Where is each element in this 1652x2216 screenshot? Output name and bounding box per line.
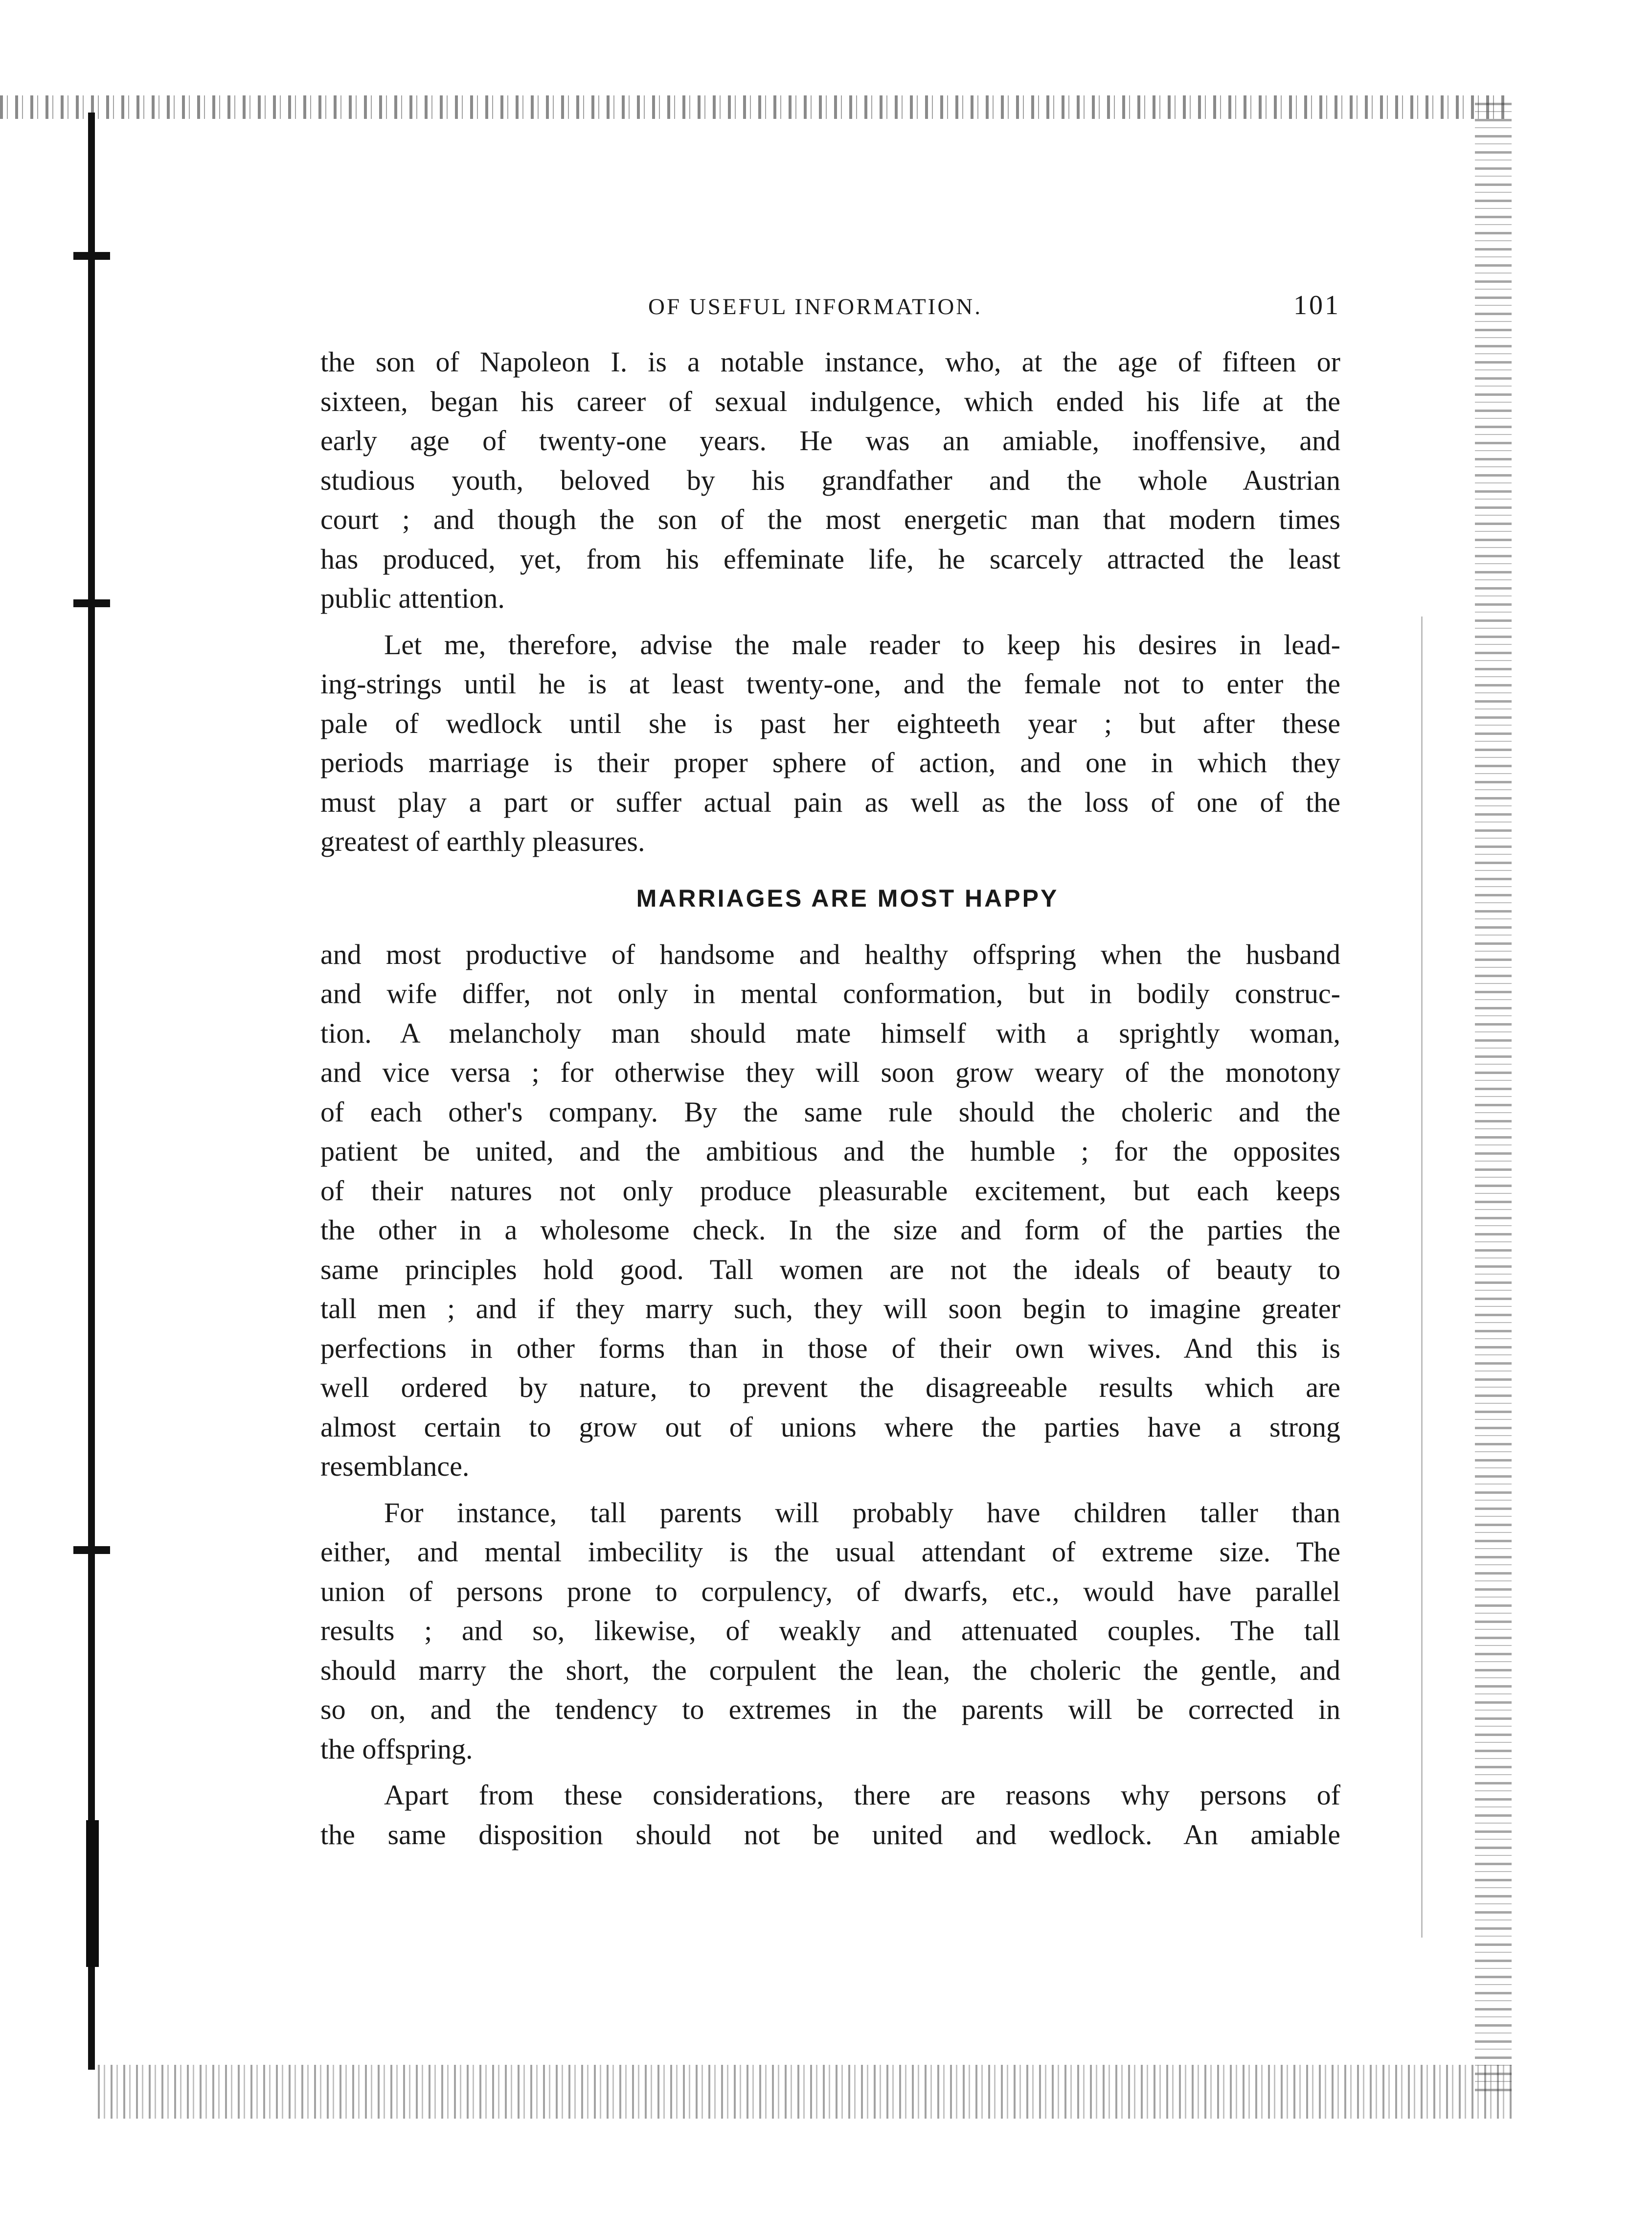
body-text <box>320 343 1340 1854</box>
text-line: periods marriage is their proper sphere of action, and one in which they <box>320 747 1340 778</box>
text-line: almost certain to grow out of unions where the parties have a strong <box>320 1411 1340 1443</box>
book-page <box>320 284 1340 1854</box>
paragraph <box>320 343 1340 618</box>
text-line: should marry the short, the corpulent the lean, the choleric the gentle, and <box>320 1654 1340 1686</box>
text-line: has produced, yet, from his effeminate life, he scarcely attracted the least <box>320 543 1340 575</box>
text-line: so on, and the tendency to extremes in the parents will be corrected in <box>320 1693 1340 1725</box>
text-line: and most productive of handsome and healthy offspring when the husband <box>320 938 1340 970</box>
text-line: union of persons prone to corpulency, of dwarfs, etc., would have parallel <box>320 1575 1340 1607</box>
text-line: early age of twenty-one years. He was an amiable, inoffensive, and <box>320 425 1340 457</box>
paragraph <box>320 1776 1340 1854</box>
binding-mark <box>73 252 110 260</box>
binding-block <box>86 1820 99 1967</box>
text-line: and wife differ, not only in mental conformation, but in bodily construc- <box>320 978 1340 1009</box>
text-line: Let me, therefore, advise the male reader to keep his desires in lead- <box>384 628 1340 661</box>
binding-mark <box>73 1546 110 1554</box>
text-line: greatest of earthly pleasures. <box>320 825 645 857</box>
binding-mark <box>73 599 110 607</box>
text-line: ing-strings until he is at least twenty-one, and the female not to enter the <box>320 668 1340 700</box>
page-gutter-line <box>1421 617 1423 1938</box>
paragraph <box>320 625 1340 862</box>
text-line: resemblance. <box>320 1450 470 1482</box>
running-title: OF USEFUL INFORMATION. <box>648 294 982 320</box>
text-line: well ordered by nature, to prevent the disagreeable results which are <box>320 1371 1340 1403</box>
paragraph <box>320 1493 1340 1769</box>
scan-edge-right <box>1475 103 1512 2094</box>
text-line: the other in a wholesome check. In the size and form of the parties the <box>320 1214 1340 1246</box>
text-line: and vice versa ; for otherwise they will soon grow weary of the monotony <box>320 1056 1340 1088</box>
text-line: tion. A melancholy man should mate himself with a sprightly woman, <box>320 1017 1340 1049</box>
text-line: sixteen, began his career of sexual indulgence, which ended his life at the <box>320 385 1340 417</box>
section-heading: MARRIAGES ARE MOST HAPPY <box>636 884 1059 912</box>
text-line: the son of Napoleon I. is a notable instance, who, at the age of fifteen or <box>320 346 1340 378</box>
text-line: results ; and so, likewise, of weakly and attenuated couples. The tall <box>320 1615 1340 1646</box>
text-line: perfections in other forms than in those of their own wives. And this is <box>320 1332 1340 1364</box>
text-line: the same disposition should not be united and wedlock. An amiable <box>320 1818 1340 1850</box>
paragraph <box>320 935 1340 1486</box>
scan-edge-top <box>0 95 1507 119</box>
text-line: must play a part or suffer actual pain as well as the loss of one of the <box>320 786 1340 818</box>
text-line: studious youth, beloved by his grandfather and the whole Austrian <box>320 464 1340 496</box>
text-line: of each other's company. By the same rule should the choleric and the <box>320 1096 1340 1128</box>
page-number: 101 <box>1293 290 1340 320</box>
scan-edge-bottom <box>98 2065 1512 2119</box>
text-line: For instance, tall parents will probably have children taller than <box>384 1496 1340 1529</box>
text-line: same principles hold good. Tall women are not the ideals of beauty to <box>320 1253 1340 1285</box>
text-line: of their natures not only produce pleasurable excitement, but each keeps <box>320 1174 1340 1207</box>
text-line: pale of wedlock until she is past her eighteeth year ; but after these <box>320 707 1340 739</box>
text-line: public attention. <box>320 582 505 614</box>
text-line: either, and mental imbecility is the usual attendant of extreme size. The <box>320 1536 1340 1568</box>
text-line: court ; and though the son of the most energetic man that modern times <box>320 503 1340 535</box>
text-line: the offspring. <box>320 1733 473 1765</box>
running-head <box>320 284 1340 323</box>
text-line: patient be united, and the ambitious and the humble ; for the opposites <box>320 1135 1340 1167</box>
text-line: tall men ; and if they marry such, they will soon begin to imagine greater <box>320 1293 1340 1325</box>
text-line: Apart from these considerations, there are reasons why persons of <box>384 1779 1340 1811</box>
binding-line <box>88 113 95 2070</box>
